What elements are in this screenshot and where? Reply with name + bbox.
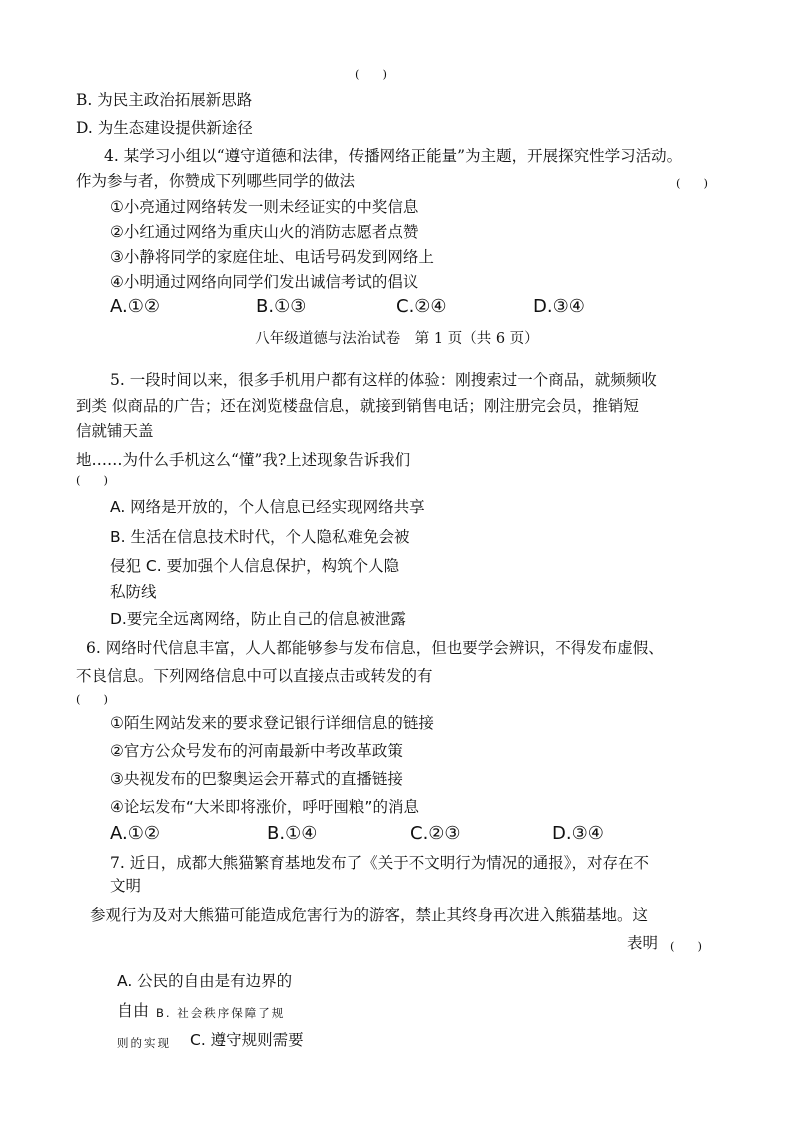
- q7-stem-line4: 表明: [627, 934, 659, 952]
- page-footer: 八年级道德与法治试卷 第 1 页（共 6 页）: [255, 331, 539, 347]
- q6-item-2: ②官方公众号发布的河南最新中考改革政策: [110, 742, 403, 760]
- q4-option-d: D.③④: [533, 296, 585, 317]
- q5-stem-line4: 地……为什么手机这么“懂”我?上述现象告诉我们: [76, 451, 411, 469]
- q4-item-3: ③小静将同学的家庭住址、电话号码发到网络上: [110, 248, 434, 266]
- q4-option-c: C.②④: [396, 296, 447, 317]
- q6-item-3: ③央视发布的巴黎奥运会开幕式的直播链接: [110, 770, 403, 788]
- q7-stem-line1: 7. 近日，成都大熊猫繁育基地发布了《关于不文明行为情况的通报》，对存在不: [110, 854, 649, 872]
- q4-option-b: B.①③: [256, 296, 307, 317]
- q4-item-1: ①小亮通过网络转发一则未经证实的中奖信息: [110, 198, 419, 216]
- q7-stem-line2: 文明: [110, 877, 142, 895]
- q5-stem-line3: 信就铺天盖: [76, 422, 154, 440]
- q5-option-a: A. 网络是开放的，个人信息已经实现网络共享: [110, 498, 425, 516]
- q6-option-b: B.①④: [267, 823, 318, 844]
- q7-option-a: A. 公民的自由是有边界的: [117, 972, 293, 990]
- q5-stem-line2: 到类 似商品的广告；还在浏览楼盘信息，就接到销售电话；刚注册完会员，推销短: [76, 397, 639, 415]
- q5-stem-line1: 5. 一段时间以来，很多手机用户都有这样的体验：刚搜索过一个商品，就频频收: [110, 371, 657, 389]
- q5-option-c-line3: 私防线: [110, 583, 157, 601]
- q7-option-a-cont: 自由: [117, 1001, 150, 1020]
- q6-item-1: ①陌生网站发来的要求登记银行详细信息的链接: [110, 714, 434, 732]
- q6-option-a: A.①②: [110, 823, 160, 844]
- q6-item-4: ④论坛发布“大米即将涨价，呼吁囤粮”的消息: [110, 798, 419, 816]
- answer-bracket: ( ): [355, 67, 387, 81]
- q5-option-b-line1: B. 生活在信息技术时代，个人隐私难免会被: [110, 528, 410, 546]
- q7-answer-bracket: ( ): [670, 939, 702, 953]
- q6-option-d: D.③④: [552, 823, 604, 844]
- q4-stem-line2: 作为参与者，你赞成下列哪些同学的做法: [76, 172, 356, 190]
- q5-option-b-line2: 侵犯 C. 要加强个人信息保护，构筑个人隐: [110, 557, 400, 575]
- q6-option-c: C.②③: [410, 823, 461, 844]
- q6-answer-bracket: ( ): [76, 692, 108, 706]
- q5-answer-bracket: ( ): [76, 473, 108, 487]
- q7-option-c: C. 遵守规则需要: [190, 1031, 304, 1049]
- option-b-prev: B. 为民主政治拓展新思路: [76, 91, 253, 109]
- q4-option-a: A.①②: [110, 296, 160, 317]
- q4-stem-line1: 4. 某学习小组以“遵守道德和法律，传播网络正能量”为主题，开展探究性学习活动。: [104, 147, 683, 165]
- q4-item-2: ②小红通过网络为重庆山火的消防志愿者点赞: [110, 223, 419, 241]
- q7-option-b: B. 社会秩序保障了规: [156, 1006, 286, 1020]
- q7-stem-line3: 参观行为及对大熊猫可能造成危害行为的游客，禁止其终身再次进入熊猫基地。这: [90, 906, 649, 924]
- q6-stem-line1: 6. 网络时代信息丰富，人人都能够参与发布信息，但也要学会辨识，不得发布虚假、: [86, 639, 664, 657]
- q4-item-4: ④小明通过网络向同学们发出诚信考试的倡议: [110, 273, 419, 291]
- q5-option-d: D.要完全远离网络，防止自己的信息被泄露: [110, 610, 406, 628]
- option-d-prev: D. 为生态建设提供新途径: [76, 119, 253, 137]
- q4-answer-bracket: ( ): [676, 176, 708, 190]
- q7-option-b-cont: 则的实现: [117, 1036, 171, 1050]
- q6-stem-line2: 不良信息。下列网络信息中可以直接点击或转发的有: [76, 667, 433, 685]
